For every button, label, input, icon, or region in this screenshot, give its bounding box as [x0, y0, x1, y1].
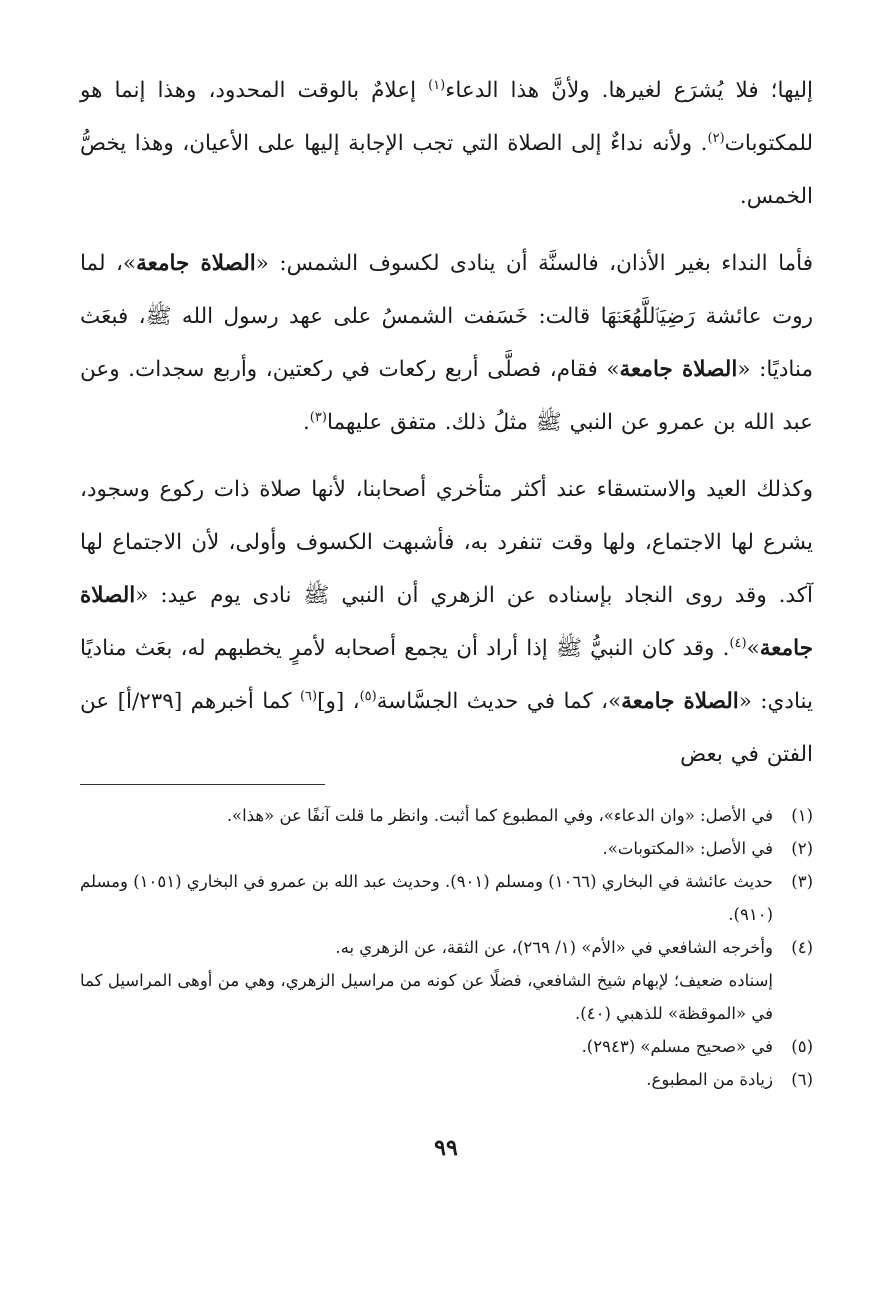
footnote-number: (١)	[791, 806, 813, 825]
footnote-marker: (٣)	[309, 409, 327, 425]
footnote-marker: (٥)	[359, 688, 377, 704]
text-run: . ولأنه نداءٌ إلى الصلاة التي تجب الإجابة إليها على الأعيان، وهذا يخصُّ الخمس.	[80, 131, 813, 209]
text-run: ، [و]	[317, 689, 360, 714]
text-run: إعلامٌ بالوقت المحدود، وهذا إنما هو للمكتوبات	[80, 78, 813, 156]
paragraph	[80, 237, 813, 449]
text-run: وكذلك العيد والاستسقاء عند أكثر متأخري أصحابنا، لأنها صلاة ذات ركوع وسجود، يشرع لها الاجتماع، ولها وقت تنفرد به، فأشبهت الكسوف وأولى، لأن الاجتماع لها آكد. وقد روى النجاد بإسناده عن الزهري أن النبي ﷺ نادى يوم عيد: «	[80, 477, 813, 608]
bold-phrase: الصلاة جامعة	[621, 689, 739, 714]
text-run: »، لما روت عائشة رَضِيَٱللَّهُعَنۡهَا قالت: خَسَفت الشمسُ على عهد رسول الله ﷺ، فبعَث مناديًا: «	[80, 251, 813, 382]
footnote-divider	[80, 784, 325, 785]
footnote	[80, 964, 813, 1030]
footnote-marker: (٤)	[729, 635, 747, 651]
footnote	[80, 931, 813, 964]
footnote	[80, 1063, 813, 1096]
bold-phrase: الصلاة جامعة	[80, 583, 813, 661]
page-number: ٩٩	[434, 1135, 458, 1161]
footnote-text: حديث عائشة في البخاري (١٠٦٦) ومسلم (٩٠١). وحديث عبد الله بن عمرو في البخاري (١٠٥١) ومسلم (٩١٠).	[80, 872, 774, 924]
footnote-marker: (٦)	[299, 688, 318, 704]
text-run: »، كما في حديث الجسَّاسة	[376, 689, 622, 714]
text-run: »	[746, 636, 760, 661]
book-page	[80, 64, 813, 1244]
footnote-text: في «صحيح مسلم» (٢٩٤٣).	[581, 1037, 773, 1056]
paragraph	[80, 463, 813, 781]
text-run: . وقد كان النبيُّ ﷺ إذا أراد أن يجمع أصحابه لأمرٍ يخطبهم له، بعَث مناديًا ينادي: «	[80, 636, 813, 714]
footnote	[80, 1030, 813, 1063]
footnote-number: (٣)	[791, 872, 813, 891]
footnote-number: (٥)	[791, 1037, 813, 1056]
main-text	[80, 64, 813, 781]
footnote-number: (٦)	[791, 1070, 813, 1089]
footnote-number: (٤)	[791, 938, 813, 957]
footnote	[80, 799, 813, 832]
footnote	[80, 865, 813, 931]
footnote-number: (٢)	[791, 839, 813, 858]
footnote	[80, 832, 813, 865]
footnote-text: في الأصل: «المكتوبات».	[602, 839, 773, 858]
bold-phrase: الصلاة جامعة	[619, 357, 738, 382]
footnote-number	[773, 964, 813, 1030]
text-run: كما أخبرهم [٢٣٩/أ] عن الفتن في بعض	[80, 689, 813, 767]
footnotes	[80, 799, 813, 1096]
footnote-marker: (١)	[428, 77, 446, 93]
text-run: إليها؛ فلا يُشرَع لغيرها. ولأنَّ هذا الدعاء	[445, 78, 813, 103]
paragraph	[80, 64, 813, 223]
footnote-text: وأخرجه الشافعي في «الأم» (١/ ٢٦٩)، عن الثقة، عن الزهري به.	[335, 938, 773, 957]
footnote-marker: (٢)	[707, 130, 725, 146]
text-run: .	[302, 410, 310, 435]
footnote-text: زيادة من المطبوع.	[646, 1070, 773, 1089]
footnote-text: إسناده ضعيف؛ لإبهام شيخ الشافعي، فضلًا عن كونه من مراسيل الزهري، وهي من أوهى المراسيل كما في «الموقظة» للذهبي (٤٠).	[80, 971, 773, 1023]
text-run: فأما النداء بغير الأذان، فالسنَّة أن ينادى لكسوف الشمس: «	[255, 251, 813, 276]
footnote-text: في الأصل: «وان الدعاء»، وفي المطبوع كما أثبت. وانظر ما قلت آنفًا عن «هذا».	[226, 806, 773, 825]
text-run: » فقام، فصلَّى أربع ركعات في ركعتين، وأربع سجدات. وعن عبد الله بن عمرو عن النبي ﷺ مثلُ ذلك. متفق عليهما	[80, 357, 813, 435]
bold-phrase: الصلاة جامعة	[136, 251, 256, 276]
